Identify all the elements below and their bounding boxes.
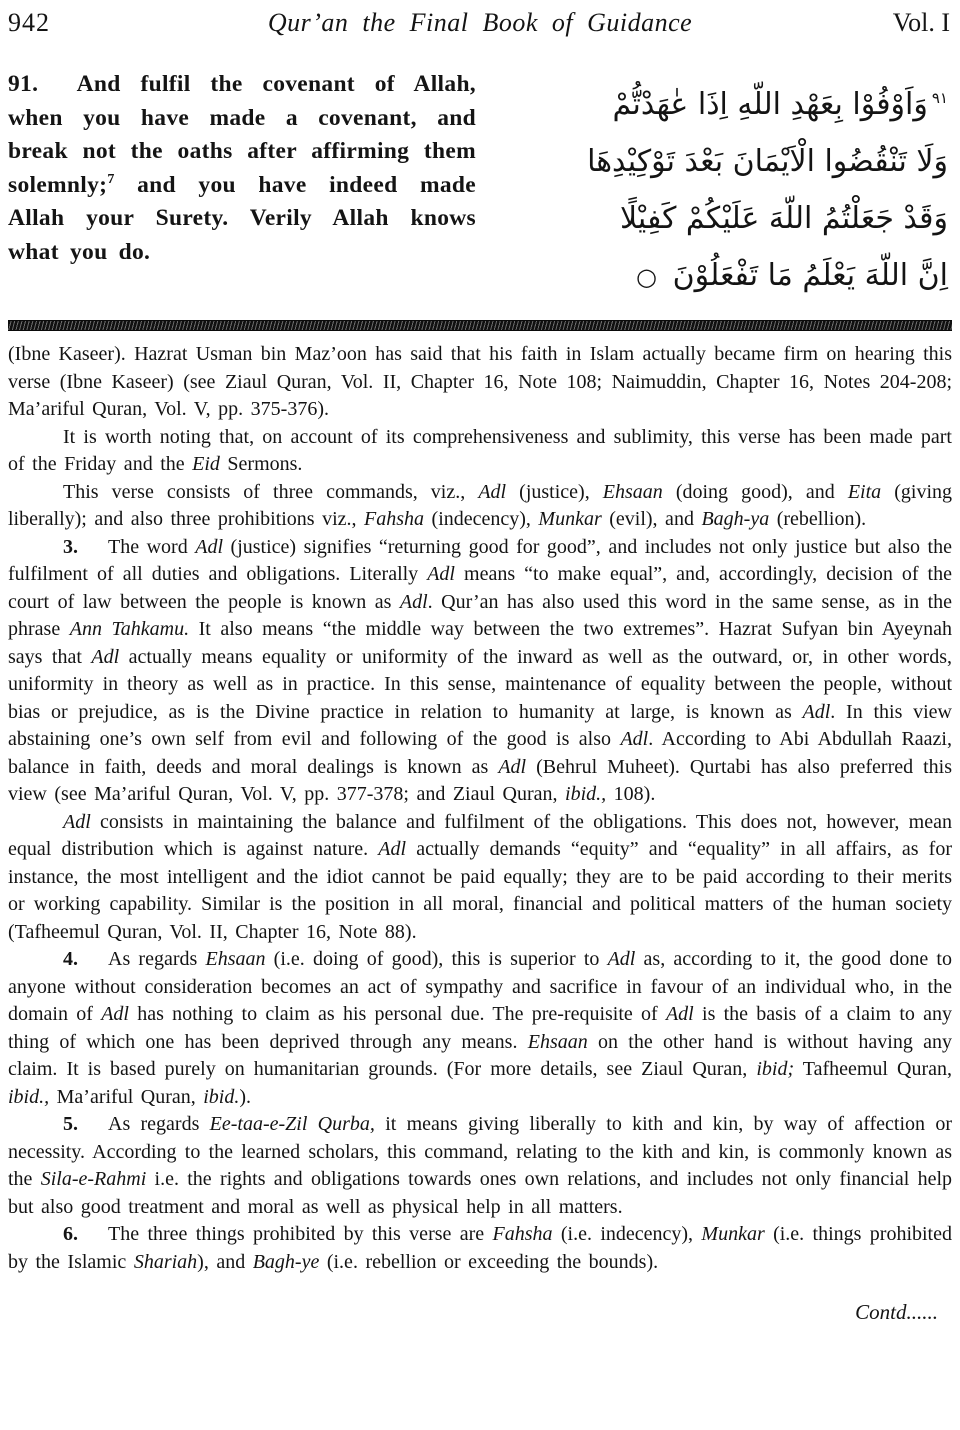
text-run: it means giving liberally to kith and kin, by way of affection or necessity. According to the learned scholars, this command, relating to the kith and kin, is commonly known as the — [8, 1113, 952, 1190]
italic-term: Adl — [802, 700, 831, 723]
arabic-verse — [476, 68, 952, 306]
italic-term: Bagh-ye — [252, 1250, 320, 1273]
commentary-paragraph — [8, 424, 952, 479]
text-run: (giving liberally); and also three prohibitions viz., — [8, 480, 952, 530]
italic-term: Ehsaan — [527, 1030, 588, 1053]
text-run: means “to make equal”, and, accordingly, decision of the court of law between the people is known as — [8, 563, 952, 613]
text-run: This verse consists of three commands, viz., — [63, 480, 479, 503]
text-run: (i.e. indecency), — [552, 1223, 702, 1245]
commentary-paragraph — [8, 534, 952, 809]
text-run: As regards — [108, 1113, 210, 1135]
note-number: 4. — [63, 948, 78, 970]
text-run: Sermons. — [219, 453, 303, 475]
text-run: ). — [239, 1085, 252, 1108]
italic-term: Adl — [399, 590, 428, 613]
text-run: The three things prohibited by this verse are — [108, 1223, 493, 1245]
page-number: 942 — [8, 8, 50, 37]
contd-label: Contd...... — [855, 1300, 938, 1324]
text-run: (indecency), — [424, 508, 539, 530]
text-run: Ma’ariful Quran, — [49, 1085, 204, 1108]
text-run: . In this view abstaining one’s own self from evil and following of the good is also — [8, 700, 952, 750]
italic-term: Adl — [607, 948, 636, 970]
note-number: 6. — [63, 1223, 78, 1245]
italic-term: Adl — [91, 645, 120, 668]
note-number: 3. — [63, 535, 78, 558]
italic-term: Adl — [101, 1003, 129, 1025]
text-run: 108). — [606, 783, 656, 805]
text-run: on the other hand is without having any claim. It is based purely on humanitarian grounds. (For more details, see Ziaul Quran, — [8, 1030, 952, 1080]
italic-term: Adl — [665, 1003, 694, 1025]
text-run: ), and — [197, 1250, 253, 1273]
arabic-line: اِنَّ اللّهَ يَعْلَمُ مَا تَفْعَلُوْنَ ○ — [636, 258, 948, 293]
italic-term: ibid; — [756, 1058, 795, 1080]
commentary-paragraph — [8, 479, 952, 534]
text-run: as, according to it, the good done to anyone without consideration becomes an act of sympathy and sacrifice in favour of an individual who, in the domain of — [8, 948, 952, 1025]
italic-term: Ehsaan — [602, 480, 663, 503]
text-run: The word — [108, 535, 196, 558]
commentary-paragraph — [8, 341, 952, 424]
page-footer — [8, 1300, 952, 1325]
italic-term: Adl — [620, 728, 649, 750]
ayah-number-marker: ٩١ — [931, 89, 948, 107]
italic-term: Eid — [192, 453, 220, 475]
text-run: i.e. the rights and obligations towards ones own relations, and includes not only financial help but also good treatment and moral as well as physical help in all matters. — [8, 1168, 952, 1218]
text-run: (justice) signifies “returning good for good”, and includes not only justice but also the fulfilment of all duties and obligations. Literally — [8, 535, 952, 585]
italic-term: Adl — [63, 810, 91, 833]
italic-term: Ehsaan — [205, 948, 266, 970]
text-run: It is worth noting that, on account of its comprehensiveness and sublimity, this verse has been made part of the Friday and the — [8, 425, 952, 475]
commentary-paragraph — [8, 1111, 952, 1221]
text-run: (evil), and — [601, 508, 702, 530]
book-title: Qur’an the Final Book of Guidance — [267, 8, 693, 37]
arabic-line: $^{٩١}$وَاَوْفُوْا بِعَهْدِ اللّهِ اِذَا عٰهَدْتُّمْ — [612, 87, 948, 122]
text-run: actually means equality or uniformity of the inward as well as the outward, or, in other words, uniformity in theory as well as in practice. In this sense, maintenance of equality between the people, without bias or prejudice, as is the Divine practice in relation to humanity at large, is known as — [8, 645, 953, 723]
text-run: As regards — [108, 948, 206, 970]
page-header — [8, 8, 952, 38]
text-run: has nothing to claim as his personal due. The pre-requisite of — [128, 1003, 666, 1025]
text-run: It also means “the middle way between the two extremes”. Hazrat Sufyan bin Ayeynah says that — [8, 618, 953, 668]
text-run: (i.e. rebellion or exceeding the bounds). — [319, 1250, 659, 1273]
translation-text-after-note: and you have indeed made Allah your Surety. Verily Allah knows what you do. — [8, 171, 476, 265]
italic-term: ibid., — [565, 783, 607, 805]
end-of-ayah-icon: ○ — [636, 263, 665, 291]
arabic-line: وَقَدْ جَعَلْتُمُ اللّهَ عَلَيْكُمْ كَفِيْلًا — [619, 201, 948, 236]
text-run: (justice), — [506, 480, 603, 503]
text-run: (Ibne Kaseer). Hazrat Usman bin Maz’oon has said that his faith in Islam actually became firm on hearing this verse (Ibne Kaseer) (see Ziaul Quran, Vol. II, Chapter 16, Note 108; Naimuddin, Chapter 16, Notes 204-208; Ma’ariful Quran, Vol. V, pp. 375-376). — [8, 343, 952, 420]
commentary-paragraph — [8, 946, 952, 1111]
commentary-paragraph — [8, 1221, 952, 1276]
italic-term: Sila-e-Rahmi — [40, 1168, 147, 1190]
italic-term: Adl — [195, 535, 224, 558]
italic-term: Adl — [498, 755, 527, 778]
text-run: is the basis of a claim to any thing of which one has been deprived through any means. — [8, 1003, 953, 1053]
italic-term: Shariah — [133, 1250, 198, 1273]
italic-term: Munkar — [538, 508, 602, 530]
text-run: (Behrul Muheet). Qurtabi has also preferred this view (see Ma’ariful Quran, Vol. V, pp. 377-378; and Ziaul Quran, — [8, 755, 952, 805]
italic-term: Adl — [378, 838, 407, 860]
section-divider — [8, 320, 952, 331]
italic-term: Ee-taa-e-Zil Qurba, — [209, 1113, 375, 1135]
verse-number: 91. — [8, 71, 39, 97]
text-run: actually demands “equity” and “equality” in all affairs, as for instance, the most intelligent and the idiot cannot be paid equally; they are to be paid according to their merits or working capability. Similar is the position in all moral, financial and political matters of the human society (Tafheemul Quran, Vol. II, Chapter 16, Note 88). — [8, 838, 952, 943]
note-number: 5. — [63, 1113, 78, 1135]
text-run: . According to Abi Abdullah Raazi, balance in faith, deeds and moral dealings is known as — [8, 728, 952, 778]
italic-term: ibid. — [203, 1085, 240, 1108]
text-run: (i.e. doing of good), this is superior to — [265, 948, 608, 970]
verse-section — [8, 68, 952, 306]
italic-term: Adl — [478, 480, 507, 503]
italic-term: Bagh-ya — [701, 508, 770, 530]
italic-term: Eita — [847, 480, 882, 503]
italic-term: Ann Tahkamu. — [69, 618, 190, 640]
italic-term: Munkar — [701, 1223, 765, 1245]
text-run: (i.e. things prohibited by the Islamic — [8, 1223, 952, 1273]
footnote-ref: 7 — [107, 171, 115, 187]
text-run: . Qur’an has also used this word in the same sense, as in the phrase — [8, 590, 953, 640]
verse-translation — [8, 68, 476, 269]
italic-term: Adl — [427, 563, 455, 585]
italic-term: Fahsha — [492, 1223, 553, 1245]
volume-label: Vol. I — [892, 8, 950, 37]
italic-term: ibid., — [8, 1085, 50, 1108]
commentary-paragraph — [8, 809, 952, 947]
text-run: Tafheemul Quran, — [794, 1058, 952, 1080]
italic-term: Fahsha — [364, 508, 425, 530]
text-run: consists in maintaining the balance and fulfilment of the obligations. This does not, however, mean equal distribution which is against nature. — [8, 810, 952, 860]
commentary — [8, 341, 952, 1276]
text-run: (doing good), and — [662, 480, 848, 503]
translation-text-before-note: And fulfil the covenant of Allah, when you have made a covenant, and break not the oaths after affirming them solemnly; — [8, 71, 476, 198]
arabic-line: وَلَا تَنْقُضُوا الْاَيْمَانَ بَعْدَ تَوْكِيْدِهَا — [587, 144, 948, 179]
text-run: (rebellion). — [769, 508, 867, 530]
